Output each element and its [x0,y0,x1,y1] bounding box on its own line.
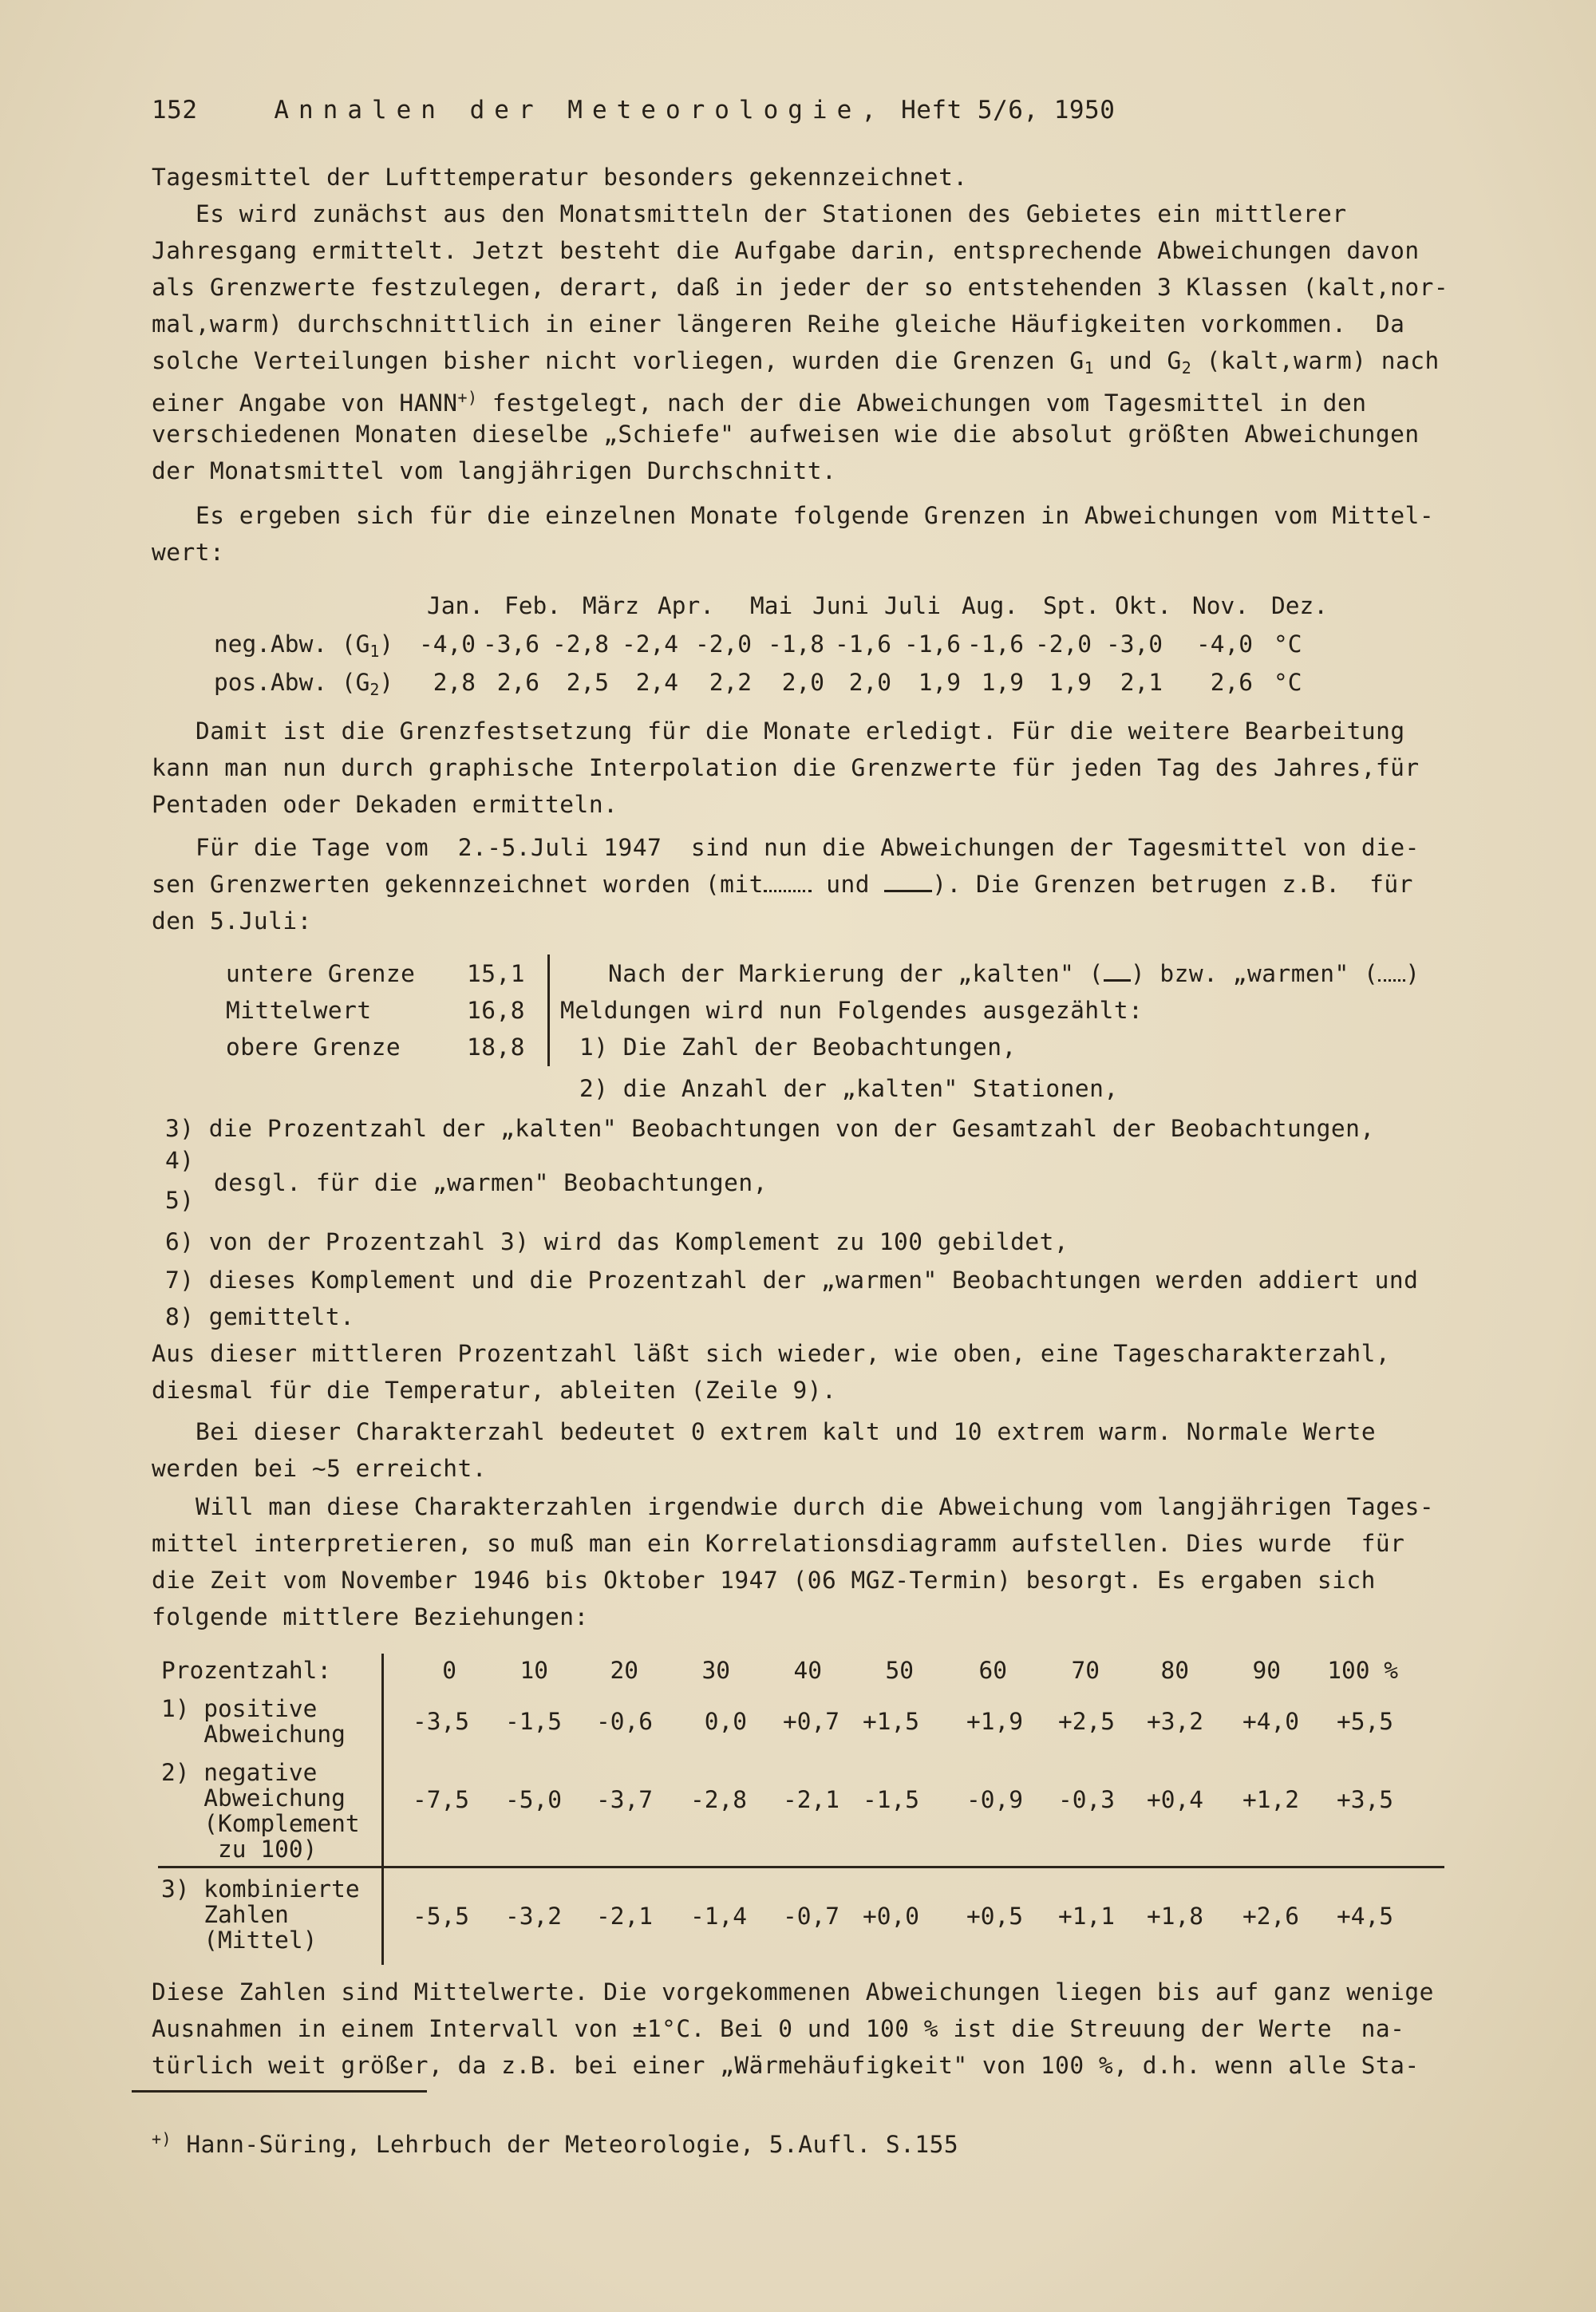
negative-deviation-value: -3,7 [595,1786,653,1813]
dotted-line-mark [1378,963,1405,982]
limit-label: obere Grenze [226,1033,401,1061]
text-line: als Grenzwerte festzulegen, derart, daß in jeder der so entstehenden 3 Klassen (kalt,nor- [152,274,1449,301]
text-line: Tagesmittel der Lufttemperatur besonders gekennzeichnet. [152,164,968,191]
negative-deviation-value: -7,5 [412,1786,469,1813]
combined-value: -2,1 [595,1903,653,1930]
step-item: 6) von der Prozentzahl 3) wird das Komplement zu 100 gebildet, [165,1228,1069,1255]
month-header: Feb. [504,592,562,619]
footnote-mark: +) [152,2129,172,2148]
text-line: Es wird zunächst aus den Monatsmitteln der Stationen des Gebietes ein mittlerer [196,200,1347,227]
footnote-rule [132,2090,427,2093]
combined-value: +0,0 [862,1903,919,1930]
text-line: Es ergeben sich für die einzelnen Monate folgende Grenzen in Abweichungen vom Mittel- [196,502,1435,529]
positive-deviation-value: +1,5 [862,1708,919,1735]
neg-value: -2,0 [694,630,752,658]
text-line: den 5.Juli: [152,907,312,935]
page-number: 152 [152,96,198,124]
row-label: Zahlen [161,1901,289,1928]
percent-header: 30 [701,1657,730,1684]
text-line: Bei dieser Charakterzahl bedeutet 0 extrem kalt und 10 extrem warm. Normale Werte [196,1418,1377,1445]
pos-value: 2,2 [709,669,752,696]
neg-value: -2,4 [621,630,678,658]
neg-value: -4,0 [418,630,476,658]
row-label: (Mittel) [161,1927,318,1954]
negative-deviation-value: -1,5 [862,1786,919,1813]
neg-value: -3,6 [482,630,539,658]
month-header: Mai [750,592,793,619]
table-horizontal-rule [158,1866,1444,1868]
month-header: Aug. [962,592,1019,619]
negative-deviation-value: -0,3 [1057,1786,1115,1813]
percent-header: 20 [610,1657,638,1684]
pos-value: 2,0 [781,669,824,696]
text-line: mal,warm) durchschnittlich in einer längeren Reihe gleiche Häufigkeiten vorkommen. Da [152,310,1405,338]
row-label: Abweichung [161,1721,346,1748]
pos-value: 1,9 [1049,669,1092,696]
negative-deviation-value: +1,2 [1242,1786,1299,1813]
table-header-label: Prozentzahl: [161,1657,332,1684]
footnote [152,2123,958,2160]
neg-row-label: neg.Abw. $(G_1)$ [214,630,394,661]
text-line: wert: [152,539,225,566]
text-line: verschiedenen Monaten dieselbe „Schiefe" aufweisen wie die absolut größten Abweichungen [152,421,1420,448]
text-line: solche Verteilungen bisher nicht vorliegen, wurden die Grenzen $G_1$ und $G_2$ (kalt,warm) nach [152,347,1440,377]
percent-header: 90 [1252,1657,1281,1684]
negative-deviation-value: -2,8 [689,1786,747,1813]
step-item: 8) gemittelt. [165,1303,355,1330]
text-line: türlich weit größer, da z.B. bei einer „Wärmehäufigkeit" von 100 %, d.h. wenn alle Sta- [152,2052,1420,2079]
positive-deviation-value: +3,2 [1146,1708,1203,1735]
step-item: 7) dieses Komplement und die Prozentzahl der „warmen" Beobachtungen werden addiert und [165,1267,1419,1294]
combined-value: -1,4 [689,1903,747,1930]
text-line: Ausnahmen in einem Intervall von ±1°C. Bei 0 und 100 % ist die Streuung der Werte na- [152,2015,1405,2042]
pos-value: 2,0 [848,669,891,696]
negative-deviation-value: -0,9 [966,1786,1023,1813]
row-label: zu 100) [161,1836,318,1863]
limit-value: 15,1 [467,960,526,987]
positive-deviation-value: +4,0 [1242,1708,1299,1735]
step-item: 3) die Prozentzahl der „kalten" Beobachtungen von der Gesamtzahl der Beobachtungen, [165,1115,1375,1142]
month-header: Juni [812,592,870,619]
text-line: Aus dieser mittleren Prozentzahl läßt sich wieder, wie oben, eine Tagescharakterzahl, [152,1340,1391,1367]
positive-deviation-value: -3,5 [412,1708,469,1735]
combined-value: -0,7 [782,1903,839,1930]
text-line: Für die Tage vom 2.-5.Juli 1947 sind nun die Abweichungen der Tagesmittel von die- [196,834,1420,861]
positive-deviation-value: +0,7 [782,1708,839,1735]
text-line: Meldungen wird nun Folgendes ausgezählt: [560,997,1144,1024]
month-header: Nov. [1192,592,1250,619]
issue-info: Heft 5/6, 1950 [901,96,1116,124]
positive-deviation-value: -1,5 [504,1708,562,1735]
pos-value: 2,6 [496,669,539,696]
combined-value: +2,6 [1242,1903,1299,1930]
row-label: 3) kombinierte [161,1875,360,1903]
text-line: Will man diese Charakterzahlen irgendwie durch die Abweichung vom langjährigen Tages- [196,1493,1435,1520]
positive-deviation-value: -0,6 [595,1708,653,1735]
pos-value: 1,9 [918,669,961,696]
negative-deviation-value: +0,4 [1146,1786,1203,1813]
percent-header: 100 % [1327,1657,1398,1684]
limit-value: 16,8 [467,997,526,1024]
percent-header: 50 [885,1657,914,1684]
row-label: 2) negative [161,1759,318,1786]
text-line: kann man nun durch graphische Interpolation die Grenzwerte für jeden Tag des Jahres,für [152,754,1420,781]
neg-value: -2,0 [1034,630,1092,658]
negative-deviation-value: -5,0 [504,1786,562,1813]
table-vertical-rule [381,1654,384,1965]
footnote-text: Hann-Süring, Lehrbuch der Meteorologie, 5.Aufl. S.155 [172,2131,959,2158]
month-header: Apr. [658,592,715,619]
text-line: der Monatsmittel vom langjährigen Durchschnitt. [152,457,837,484]
pos-value: 2,8 [433,669,476,696]
neg-value: -4,0 [1195,630,1253,658]
journal-title: Annalen der Meteorologie, [274,96,886,124]
month-header: Jan. [427,592,484,619]
negative-deviation-value: +3,5 [1336,1786,1393,1813]
text-line: Diese Zahlen sind Mittelwerte. Die vorgekommenen Abweichungen liegen bis auf ganz wenige [152,1978,1434,2006]
combined-value: -5,5 [412,1903,469,1930]
limit-label: untere Grenze [226,960,416,987]
positive-deviation-value: 0,0 [704,1708,747,1735]
month-header: Okt. [1115,592,1172,619]
solid-line-mark [1104,963,1131,982]
neg-value: -1,6 [834,630,891,658]
month-header: Spt. [1043,592,1100,619]
text-line: sen Grenzwerten gekennzeichnet worden (mit und ). Die Grenzen betrugen z.B. für [152,871,1413,898]
row-label: Abweichung [161,1784,346,1812]
percent-header: 60 [978,1657,1007,1684]
text-line: Nach der Markierung der „kalten" ( ) bzw. „warmen" ( ) [608,960,1420,987]
neg-value: -1,8 [767,630,824,658]
text-line: 1) Die Zahl der Beobachtungen, [579,1033,1017,1061]
percent-header: 80 [1160,1657,1189,1684]
text-line: Damit ist die Grenzfestsetzung für die Monate erledigt. Für die weitere Bearbeitung [196,717,1405,745]
positive-deviation-value: +5,5 [1336,1708,1393,1735]
percent-header: 0 [442,1657,456,1684]
limit-label: Mittelwert [226,997,372,1024]
running-header [152,94,1115,126]
text-line: mittel interpretieren, so muß man ein Korrelationsdiagramm aufstellen. Dies wurde für [152,1530,1405,1557]
text-line: diesmal für die Temperatur, ableiten (Zeile 9). [152,1377,837,1404]
pos-value: 2,1 [1120,669,1163,696]
unit-label: °C [1274,630,1302,658]
step-item: desgl. für die „warmen" Beobachtungen, [214,1169,768,1196]
negative-deviation-value: -2,1 [782,1786,839,1813]
text-line: folgende mittlere Beziehungen: [152,1603,589,1630]
text-line: Jahresgang ermittelt. Jetzt besteht die Aufgabe darin, entsprechende Abweichungen davon [152,237,1420,264]
dotted-line-mark [764,874,812,892]
row-label: 1) positive [161,1695,318,1722]
pos-value: 1,9 [981,669,1024,696]
percent-header: 70 [1071,1657,1100,1684]
month-header: Juli [884,592,942,619]
neg-value: -1,6 [903,630,961,658]
combined-value: +0,5 [966,1903,1023,1930]
combined-value: +1,8 [1146,1903,1203,1930]
month-header: Dez. [1271,592,1329,619]
neg-value: -2,8 [551,630,609,658]
neg-value: -1,6 [966,630,1024,658]
pos-value: 2,4 [635,669,678,696]
pos-value: 2,5 [566,669,609,696]
pos-value: 2,6 [1210,669,1253,696]
text-line: Pentaden oder Dekaden ermitteln. [152,791,618,818]
row-label: (Komplement [161,1810,360,1837]
neg-value: -3,0 [1105,630,1163,658]
unit-label: °C [1274,669,1302,696]
combined-value: -3,2 [504,1903,562,1930]
percent-header: 10 [519,1657,548,1684]
limits-divider [547,954,550,1066]
footnote-ref: +) [457,388,478,407]
text-line: werden bei ~5 erreicht. [152,1455,487,1482]
positive-deviation-value: +1,9 [966,1708,1023,1735]
text-line: die Zeit vom November 1946 bis Oktober 1947 (06 MGZ-Termin) besorgt. Es ergaben sich [152,1567,1376,1594]
text-line: 2) die Anzahl der „kalten" Stationen, [579,1075,1119,1102]
combined-value: +4,5 [1336,1903,1393,1930]
combined-value: +1,1 [1057,1903,1115,1930]
percent-header: 40 [793,1657,822,1684]
positive-deviation-value: +2,5 [1057,1708,1115,1735]
month-header: März [583,592,640,619]
limit-value: 18,8 [467,1033,526,1061]
step-number: 4) [165,1147,195,1174]
pos-row-label: pos.Abw. $(G_2)$ [214,669,394,699]
step-number: 5) [165,1187,195,1214]
text-line: einer Angabe von HANN+) festgelegt, nach der die Abweichungen vom Tagesmittel in den [152,388,1367,417]
solid-line-mark [884,874,932,892]
